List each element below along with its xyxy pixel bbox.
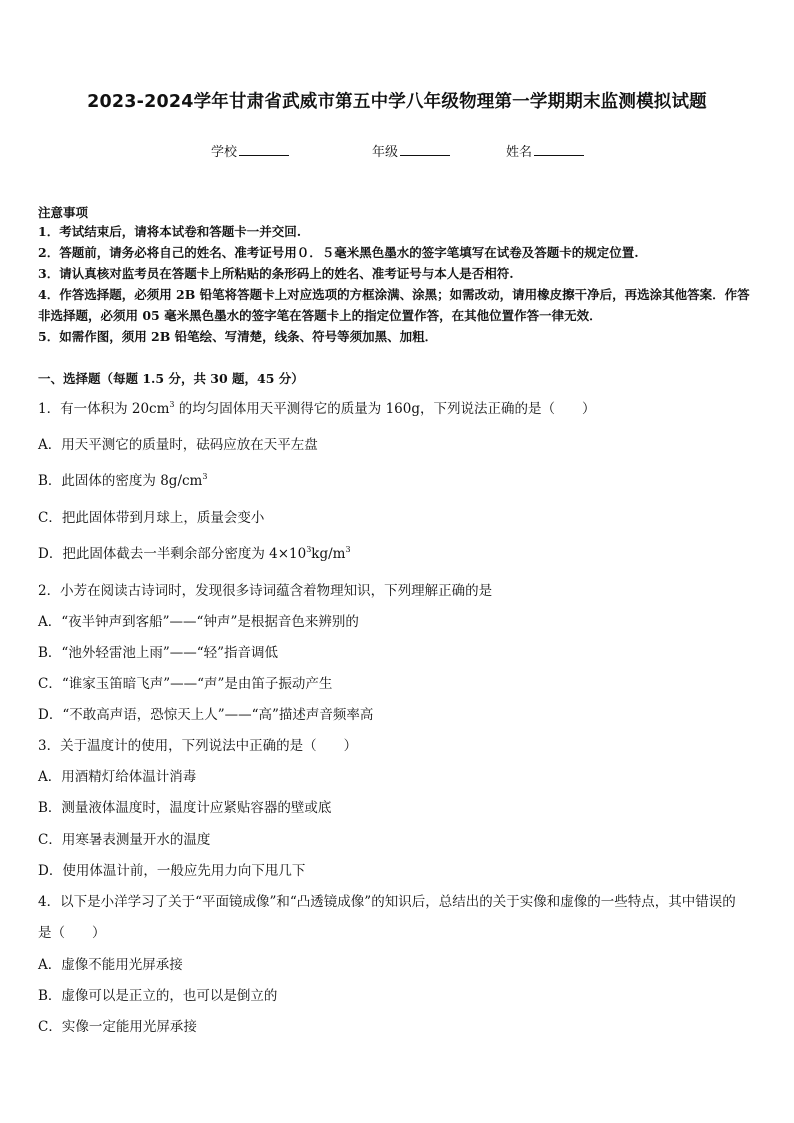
name-label: 姓名: [506, 145, 533, 160]
notice-item-3: 3．请认真核对监考员在答题卡上所粘贴的条形码上的姓名、准考证号与本人是否相符.: [38, 266, 514, 281]
q1-option-d-text1: D．把此固体截去一半剩余部分密度为 4×10: [38, 546, 307, 562]
q1-stem-part2: 的均匀固体用天平测得它的质量为 160g，下列说法正确的是（ ）: [174, 401, 596, 417]
grade-label: 年级: [372, 145, 399, 160]
question-2-stem: 2．小芳在阅读古诗词时，发现很多诗词蕴含着物理知识，下列理解正确的是: [38, 583, 493, 599]
q1-option-b-sup: 3: [202, 472, 208, 481]
grade-blank[interactable]: [400, 143, 450, 156]
q2-option-b: B．“池外轻雷池上雨”——“轻”指音调低: [38, 645, 279, 661]
page-title: 2023-2024学年甘肃省武威市第五中学八年级物理第一学期期末监测模拟试题: [87, 92, 707, 112]
name-field[interactable]: [506, 141, 584, 160]
question-3-stem: 3．关于温度计的使用，下列说法中正确的是（ ）: [38, 738, 358, 754]
q2-option-a: A．“夜半钟声到客船”——“钟声”是根据音色来辨别的: [38, 614, 359, 630]
q1-option-b: [38, 466, 760, 497]
q1-option-d-sup1: 3: [306, 545, 312, 554]
q4-option-b: B．虚像可以是正立的，也可以是倒立的: [38, 988, 278, 1004]
q1-option-a: A．用天平测它的质量时，砝码应放在天平左盘: [38, 437, 318, 453]
section-heading: 一、选择题（每题 1.5 分，共 30 题，45 分）: [38, 371, 304, 386]
q1-option-c: C．把此固体带到月球上，质量会变小: [38, 510, 265, 526]
notice-heading: 注意事项: [38, 205, 89, 220]
school-blank[interactable]: [239, 143, 289, 156]
question-4-stem-line2: 是（ ）: [38, 925, 106, 941]
q3-option-a: A．用酒精灯给体温计消毒: [38, 769, 197, 785]
q2-option-d: D．“不敢高声语，恐惊天上人”——“高”描述声音频率高: [38, 707, 374, 723]
notice-item-4: 4．作答选择题，必须用 2B 铅笔将答题卡上对应选项的方框涂满、涂黑；如需改动，请用橡皮擦干净后，再选涂其他答案．作答非选择题，必须用 05 毫米黑色墨水的签字笔在答题卡上的指定位置作答，在其他位置作答一律无效．: [38, 287, 750, 323]
q2-option-c: C．“谁家玉笛暗飞声”——“声”是由笛子振动产生: [38, 676, 333, 692]
q4-option-c: C．实像一定能用光屏承接: [38, 1019, 197, 1035]
q4-option-a: A．虚像不能用光屏承接: [38, 957, 183, 973]
q1-stem-sup: 3: [169, 400, 175, 409]
question-1-stem: [38, 394, 760, 425]
school-label: 学校: [211, 145, 238, 160]
q3-option-d: D．使用体温计前，一般应先用力向下甩几下: [38, 863, 306, 879]
q1-stem-part1: 1．有一体积为 20cm: [38, 401, 170, 417]
q3-option-c: C．用寒暑表测量开水的温度: [38, 832, 211, 848]
question-4-stem-line1: 4．以下是小洋学习了关于“平面镜成像”和“凸透镜成像”的知识后，总结出的关于实像和虚像的一些特点，其中错误的: [38, 894, 736, 910]
name-blank[interactable]: [534, 143, 584, 156]
q1-option-d: [38, 539, 760, 570]
school-field[interactable]: [211, 141, 289, 160]
q1-option-b-text: B．此固体的密度为 8g/cm: [38, 473, 203, 489]
grade-field[interactable]: [372, 141, 450, 160]
notice-item-2: 2．答题前，请务必将自己的姓名、准考证号用０．５毫米黑色墨水的签字笔填写在试卷及答题卡的规定位置.: [38, 245, 639, 260]
q1-option-d-sup2: 3: [345, 545, 351, 554]
notice-item-5: 5．如需作图，须用 2B 铅笔绘、写清楚，线条、符号等须加黑、加粗．: [38, 329, 438, 344]
notice-item-1: 1．考试结束后，请将本试卷和答题卡一并交回.: [38, 224, 302, 239]
q3-option-b: B．测量液体温度时，温度计应紧贴容器的壁或底: [38, 800, 332, 816]
q1-option-d-text2: kg/m: [311, 546, 346, 562]
